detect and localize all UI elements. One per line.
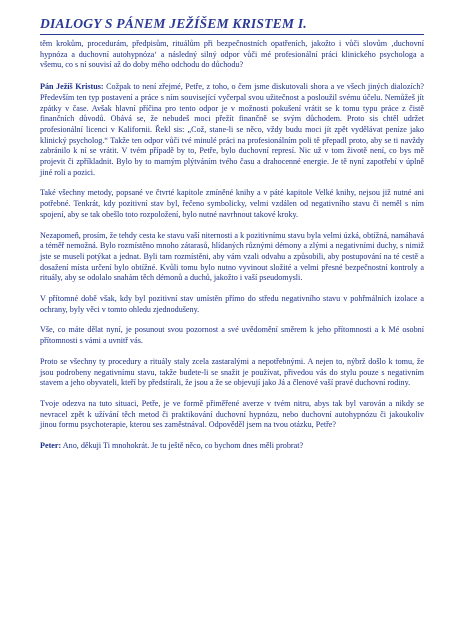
speaker-label: Peter:: [40, 441, 62, 451]
paragraph-4: [40, 231, 424, 285]
paragraph-text: Vše, co máte dělat nyní, je posunout svou pozornost a své uvědomění směrem k jeho přítomnosti a k Mé osobní přítomnosti s vámi a uvnitř vás.: [40, 325, 424, 346]
paragraph-text: Cožpak to není zřejmé, Petře, z toho, o čem jsme diskutovali shora a ve všech jiných dialozích? Především ten typ postavení a práce s ním související vyčerpal svou užitečnost a posloužil svému účelu. Nemůžeš jít zpátky v čase. Avšak hlavní příčina pro tento odpor je v možnosti pokušení vrátit se k tomu typu práce z čistě finančních důvodů. Obává se, že nebudeš moci přežít finančně se svým důchodem. Proto sis chtěl udržet profesionální licenci v Kalifornii. Řekl sis: „Což, stane-li se něco, vždy budu moci jít zpět vydělávat peníze jako klinický psycholog.“ Takže ten odpor vůči tvé minulé práci na profesionálním poli tě přepadl proto, aby se ti navždy zabránilo k ní se vrátit. V tvém případě by to, Petře, bylo duchovní represí. Nic už v tom životě není, co bys mě projevit či zpříkladnit. Bylo by to marným plýtváním tvého času a drahocenné energie. Je tě nyní zapotřebí v úplně jiné roli a pozici.: [40, 82, 424, 177]
paragraph-text: těm krokům, procedurám, předpisům, rituálům při bezpečnostních opatřeních, jakožto i vůči slovům ‚duchovní hypnóza a duchovní autohypnóza‘ a následný silný odpor vůči mé profesionální práci klinického psychologa a všemu, co s ní souvisí až do doby mého odchodu do důchodu?: [40, 39, 424, 70]
paragraph-text: Proto se všechny ty procedury a rituály staly zcela zastaralými a nepotřebnými. A nejen to, nýbrž došlo k tomu, že jsou podrobeny negativnímu stavu, takže budete-li se snažit je používat, přivedou vás do stylu pouze s negativním stavem a jeho obyvateli, kteří by předstírali, že jsou a že se objevují jako Já a členové vaší pravé duchovní rodiny.: [40, 356, 424, 388]
paragraph-2: [40, 82, 424, 178]
paragraph-text: Tvoje odezva na tuto situaci, Petře, je ve formě přiměřené averze v tvém nitru, abys tak byl varován a nikdy se nevracel zpět k užívání těch metod či praktikování duchovní hypnózu, nebo duchovní autohypnózu či jakoukoliv jinou formu psychoterapie, kterou ses zaměstnával. Odpověděl jsem na tvou otázku, Petře?: [40, 398, 424, 430]
paragraph-9: [40, 441, 424, 452]
paragraph-7: [40, 357, 424, 389]
paragraph-text: Ano, děkuji Ti mnohokrát. Je tu ještě něco, co bychom dnes měli probrat?: [61, 441, 304, 451]
paragraph-text: V přítomné době však, kdy byl pozitivní stav umístěn přímo do středu negativního stavu v pohřmálních izolace a ochrany, byly věci v tomto ohledu zjednodušeny.: [40, 294, 424, 314]
paragraph-8: [40, 399, 424, 431]
paragraph-text: Také všechny metody, popsané ve čtvrté kapitole zmíněné knihy a v páté kapitole Velké knihy, nejsou již nutné ani potřebné. Tenkrát, kdy pozitivní stav byl, řečeno symbolicky, velmi vzdálen od negativního stavu či neměl s ním spojení, aby se tak obešlo toto rozpoložení, bylo nutné navrhnout takové kroky.: [40, 188, 424, 219]
paragraph-6: [40, 325, 424, 346]
speaker-label: Pán Ježíš Kristus:: [40, 82, 104, 92]
paragraph-5: [40, 294, 424, 315]
paragraph-text: Nezapomeň, prosím, že tehdy cesta ke stavu vaší niternosti a k pozitivnímu stavu byla velmi úzká, obtížná, namáhavá a téměř nemožná. Bylo rozmístěno mnoho zátarasů, hlídaných různými démony a zlými a negativními duchy, s nimiž jste se museli potýkat a jednat. Byli tam rozmístěni, aby vám vzali odvahu a způsobili, aby postupování na té cestě a dosažení místa určení bylo obtížné. Kvůli tomu bylo nutno vyvinout složité a velmi přesné bezpečnostní kontroly a rituály, aby se odolalo snahám těch démonů a duchů, jakožto i vaší pseudomysli.: [40, 230, 424, 283]
paragraph-3: [40, 188, 424, 220]
paragraph-1: [40, 39, 424, 71]
running-header: DIALOGY S PÁNEM JEŽÍŠEM KRISTEM I.: [40, 16, 424, 35]
